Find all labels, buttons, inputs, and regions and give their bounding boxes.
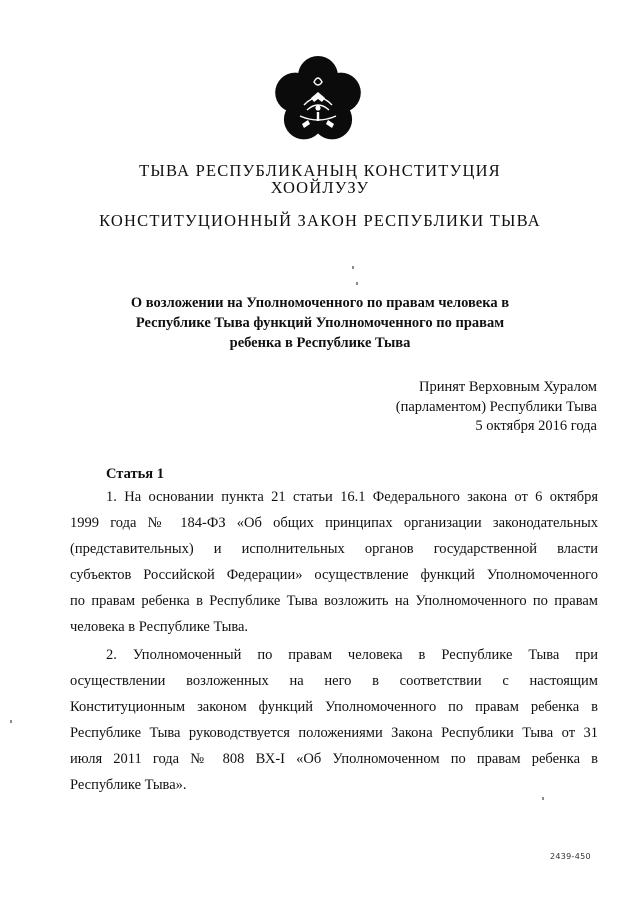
paragraph-line: Конституционным законом функций Уполномоченного по правам ребенка в <box>70 699 598 715</box>
law-title-line3: ребенка в Республике Тыва <box>229 335 411 351</box>
scan-speck <box>352 266 354 269</box>
paragraph-line: июля 2011 года № 808 ВХ-I «Об Уполномоченном по правам ребенка в <box>70 751 598 767</box>
paragraph-line: Республике Тыва руководствуется положениями Закона Республики Тыва от 31 <box>70 725 598 741</box>
paragraph-line: 1999 года № 184-ФЗ «Об общих принципах организации законодательных <box>70 515 598 531</box>
scan-speck <box>356 282 358 285</box>
tuva-emblem <box>270 50 366 146</box>
adoption-line1: Принят Верховным Хуралом <box>419 379 597 395</box>
paragraph-line: (представительных) и исполнительных органов государственной власти <box>70 541 598 557</box>
header-russian: КОНСТИТУЦИОННЫЙ ЗАКОН РЕСПУБЛИКИ ТЫВА <box>99 211 541 230</box>
article-paragraph-1 <box>70 484 598 640</box>
scan-speck <box>10 720 12 723</box>
tuva-emblem-graphic <box>270 50 366 146</box>
article-heading: Статья 1 <box>106 466 164 482</box>
law-title-line2: Республике Тыва функций Уполномоченного по правам <box>135 315 505 331</box>
adoption-line2: (парламентом) Республики Тыва <box>395 398 597 415</box>
adoption-date: 5 октября 2016 года <box>475 418 597 434</box>
page-code: 2439-450 <box>550 852 591 861</box>
article-paragraph-2 <box>70 642 598 798</box>
paragraph-line: осуществлении возложенных на него в соответствии с настоящим <box>70 673 598 689</box>
header-tuvan-line1: ТЫВА РЕСПУБЛИКАНЫҢ КОНСТИТУЦИЯ <box>139 161 501 180</box>
adoption-block <box>396 378 597 437</box>
law-title <box>0 293 640 353</box>
paragraph-line: субъектов Российской Федерации» осуществление функций Уполномоченного <box>70 567 598 583</box>
header-tuvan-line2: ХООЙЛУЗУ <box>270 178 370 197</box>
paragraph-line: Республике Тыва». <box>70 777 187 793</box>
scan-speck <box>542 797 544 800</box>
paragraph-line: 2. Уполномоченный по правам человека в Республике Тыва при <box>106 647 598 663</box>
paragraph-line: по правам ребенка в Республике Тыва возложить на Уполномоченного по правам <box>70 593 598 609</box>
law-title-line1: О возложении на Уполномоченного по правам человека в <box>130 295 510 311</box>
paragraph-line: 1. На основании пункта 21 статьи 16.1 Федерального закона от 6 октября <box>106 489 598 505</box>
paragraph-line: человека в Республике Тыва. <box>70 619 249 635</box>
